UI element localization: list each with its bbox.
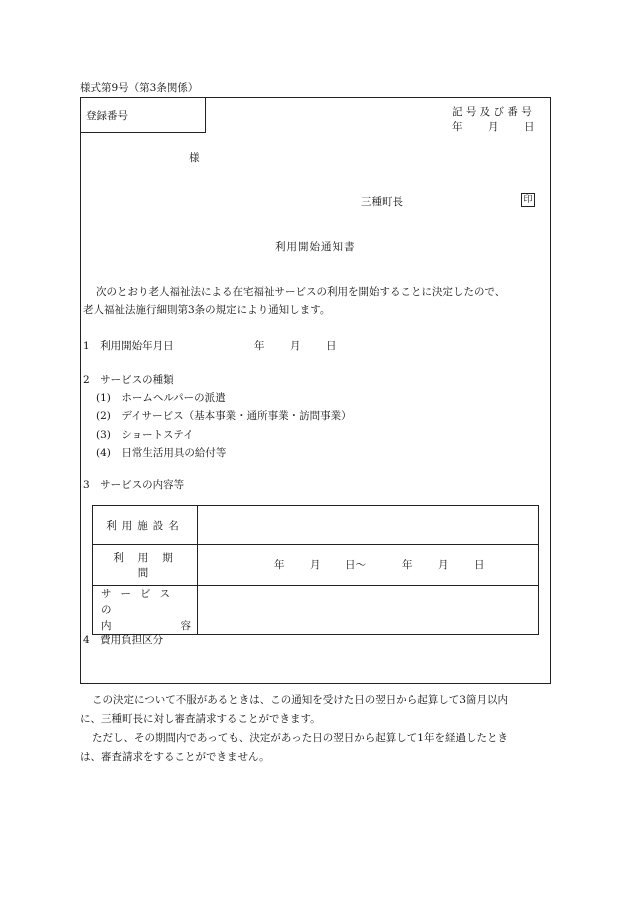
service-type-item: (3) ショートステイ: [96, 429, 194, 441]
period-day-2: 日: [474, 559, 485, 571]
section-3-label: 3 サービスの内容等: [83, 479, 185, 491]
section-1-year: 年: [254, 340, 265, 352]
period-month-2: 月: [438, 559, 449, 571]
section-1-month: 月: [290, 340, 301, 352]
section-4-label: 4 費用負担区分: [83, 634, 164, 646]
content-label-line-2: 内容: [101, 620, 191, 632]
table-row-content: [93, 586, 539, 635]
doc-number-label: 記 号 及 び 番 号: [452, 106, 532, 118]
period-label: 利用期間: [93, 545, 198, 586]
form-label: 様式第9号（第3条関係）: [80, 82, 199, 94]
table-row-facility: [93, 506, 539, 545]
footer-paragraph-1-line-1: この決定について不服があるときは、この通知を受けた日の翌日から起算して3箇月以内: [92, 694, 508, 706]
period-day-1: 日〜: [345, 559, 366, 571]
footer-paragraph-1-line-2: に、三種町長に対し審査請求することができます。: [80, 713, 321, 725]
period-year-1: 年: [274, 559, 285, 571]
intro-line-1: 次のとおり老人福祉法による在宅福祉サービスの利用を開始することに決定したので、: [96, 286, 506, 298]
section-1-label: 1 利用開始年月日: [83, 340, 174, 352]
service-type-item: (2) デイサービス（基本事業・通所事業・訪問事業）: [96, 410, 352, 422]
facility-label: 利用施設名: [93, 506, 198, 545]
addressee-suffix: 様: [189, 152, 200, 164]
content-label-cell: [93, 586, 198, 635]
content-value-cell: [198, 586, 539, 635]
period-value-cell: [198, 545, 539, 586]
content-label-line-1: サービスの: [101, 588, 179, 616]
service-details-table: [92, 505, 539, 635]
section-2-label: 2 サービスの種類: [83, 374, 174, 386]
table-row-period: [93, 545, 539, 586]
service-type-item: (4) 日常生活用具の給付等: [96, 447, 227, 459]
facility-value-cell: [198, 506, 539, 545]
intro-line-2: 老人福祉法施行細則第3条の規定により通知します。: [83, 304, 331, 316]
footer-paragraph-2-line-1: ただし、その期間内であっても、決定があった日の翌日から起算して1年を経過したとき: [92, 732, 508, 744]
registration-label: 登録番号: [86, 110, 128, 122]
seal-stamp: 印: [521, 193, 535, 207]
period-year-2: 年: [402, 559, 413, 571]
date-year: 年: [452, 121, 463, 133]
issuer-name: 三種町長: [361, 196, 403, 208]
date-month: 月: [488, 121, 499, 133]
document-title: 利用開始通知書: [275, 241, 356, 253]
period-month-1: 月: [310, 559, 321, 571]
date-day: 日: [524, 121, 535, 133]
footer-paragraph-2-line-2: は、審査請求をすることができません。: [80, 751, 270, 763]
service-type-item: (1) ホームヘルパーの派遣: [96, 392, 226, 404]
section-1-day: 日: [326, 340, 337, 352]
